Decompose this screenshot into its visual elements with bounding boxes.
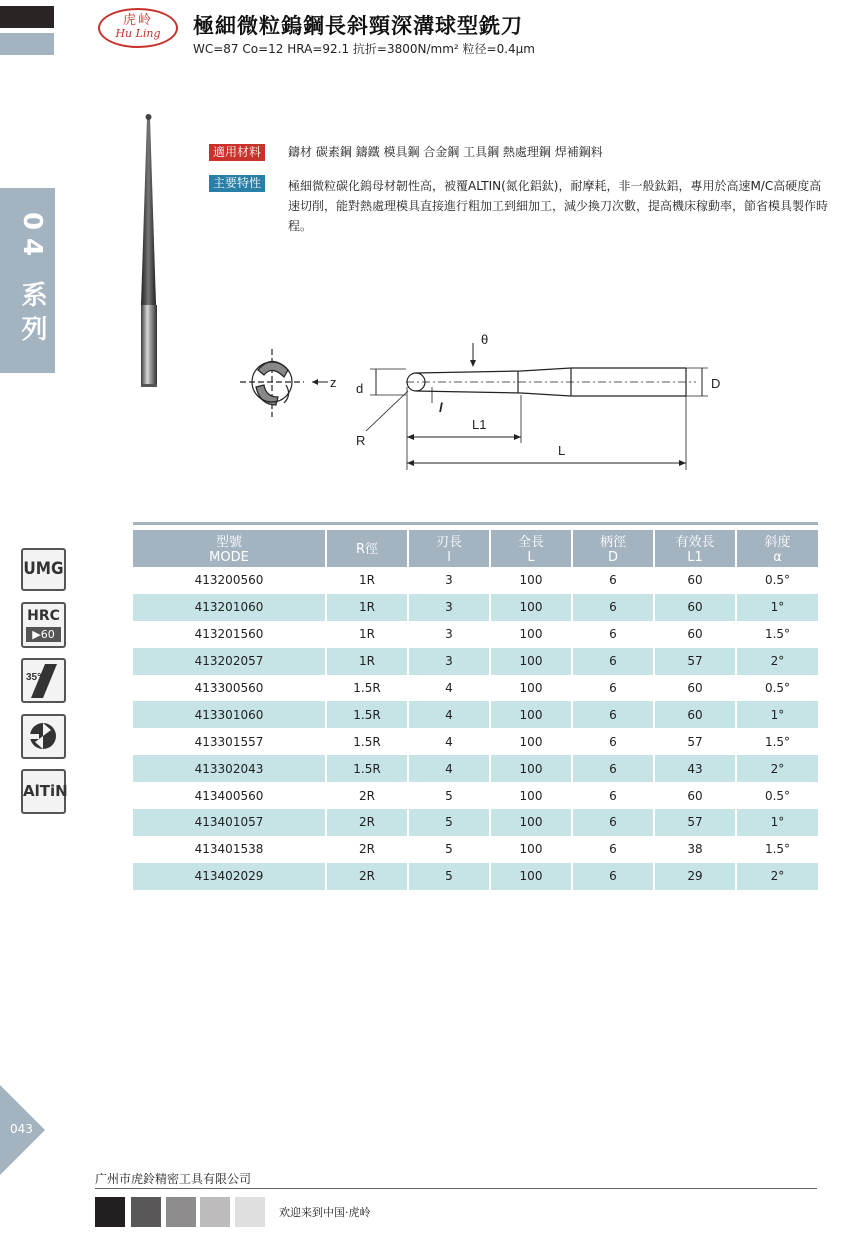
- materials-text: 鑄材 碳素鋼 鑄鐵 模具鋼 合金鋼 工具鋼 熱處理鋼 焊補鋼料: [288, 145, 603, 159]
- label-R: R: [356, 433, 366, 448]
- label-theta: θ: [481, 332, 489, 347]
- logo-en: Hu Ling: [115, 27, 161, 40]
- hrc-badge: [21, 602, 66, 648]
- header-taper: 斜度 α: [736, 530, 818, 567]
- color-swatch: [95, 1197, 125, 1227]
- table-row: 413402029 2R 5 100 6 29 2°: [133, 863, 818, 890]
- features-label: 主要特性: [209, 175, 265, 192]
- header-shank-diameter: 柄徑 D: [572, 530, 654, 567]
- table-row: 413201060 1R 3 100 6 60 1°: [133, 594, 818, 621]
- label-L1: L1: [472, 417, 487, 432]
- flute-badge: [21, 714, 66, 759]
- table-row: 413202057 1R 3 100 6 57 2°: [133, 648, 818, 675]
- welcome-text: 欢迎来到中国·虎岭: [279, 1206, 371, 1219]
- helix-angle-badge: [21, 658, 66, 703]
- header-model: 型號 MODE: [133, 530, 326, 567]
- umg-badge: UMG: [21, 548, 66, 591]
- header-bar-light: [0, 33, 54, 55]
- color-swatch: [200, 1197, 230, 1227]
- page-subtitle: WC=87 Co=12 HRA=92.1 抗折=3800N/mm² 粒径=0.4μm: [193, 42, 535, 56]
- label-l: l: [439, 400, 443, 415]
- coating-badge: AlTiN: [21, 769, 66, 814]
- footer-rule: [95, 1188, 817, 1189]
- table-row: 413401057 2R 5 100 6 57 1°: [133, 809, 818, 836]
- table-row: 413201560 1R 3 100 6 60 1.5°: [133, 621, 818, 648]
- series-label: 04 系列: [17, 212, 47, 350]
- table-row: 413302043 1.5R 4 100 6 43 2°: [133, 755, 818, 782]
- series-side-tab: [0, 188, 55, 373]
- tool-photo: [128, 110, 168, 400]
- page-title: 極細微粒鎢鋼長斜頸深溝球型銑刀: [193, 14, 523, 38]
- table-row: 413301060 1.5R 4 100 6 60 1°: [133, 701, 818, 728]
- flute-icon: [23, 716, 64, 757]
- header-radius: R徑: [326, 530, 408, 567]
- label-D: D: [711, 376, 721, 391]
- table-header-row: [133, 530, 818, 567]
- table-top-rule: [133, 522, 818, 525]
- company-name: 广州市虎鈴精密工具有限公司: [95, 1172, 252, 1186]
- helix-angle-icon: [23, 660, 64, 701]
- table-row: 413200560 1R 3 100 6 60 0.5°: [133, 567, 818, 594]
- dimension-diagram: [236, 325, 726, 475]
- table-row: 413301557 1.5R 4 100 6 57 1.5°: [133, 728, 818, 755]
- features-text: 極細微粒碳化鎢母材韌性高，被覆ALTIN(氮化鋁鈦)，耐摩耗，非一般鈦鋁，專用於高速M/C高硬度高速切削，能對熱處理模具直接進行粗加工到細加工，減少換刀次數，提高機床稼動率，節省模具製作時程。: [288, 179, 829, 233]
- header-effective-length: 有效長 L1: [654, 530, 736, 567]
- label-L: L: [558, 443, 566, 458]
- hrc-label: HRC: [27, 608, 60, 624]
- side-view: [406, 368, 696, 396]
- materials-label: 適用材料: [209, 144, 265, 161]
- color-swatch: [166, 1197, 196, 1227]
- page-number: 043: [10, 1122, 33, 1136]
- table-row: 413300560 1.5R 4 100 6 60 0.5°: [133, 675, 818, 702]
- label-z: z: [330, 375, 337, 390]
- svg-text:35°: 35°: [26, 672, 42, 683]
- table-row: 413400560 2R 5 100 6 60 0.5°: [133, 782, 818, 809]
- color-swatch: [131, 1197, 161, 1227]
- spec-table: [133, 530, 818, 890]
- hrc-value: ▶60: [26, 627, 61, 642]
- label-d: d: [356, 381, 364, 396]
- brand-logo: [98, 8, 178, 48]
- header-bar-dark: [0, 6, 54, 28]
- header-overall-length: 全長 L: [490, 530, 572, 567]
- logo-cn: 虎岭: [122, 13, 153, 28]
- end-view: [240, 349, 304, 417]
- color-swatch: [235, 1197, 265, 1227]
- header-flute-length: 刃長 l: [408, 530, 490, 567]
- table-row: 413401538 2R 5 100 6 38 1.5°: [133, 836, 818, 863]
